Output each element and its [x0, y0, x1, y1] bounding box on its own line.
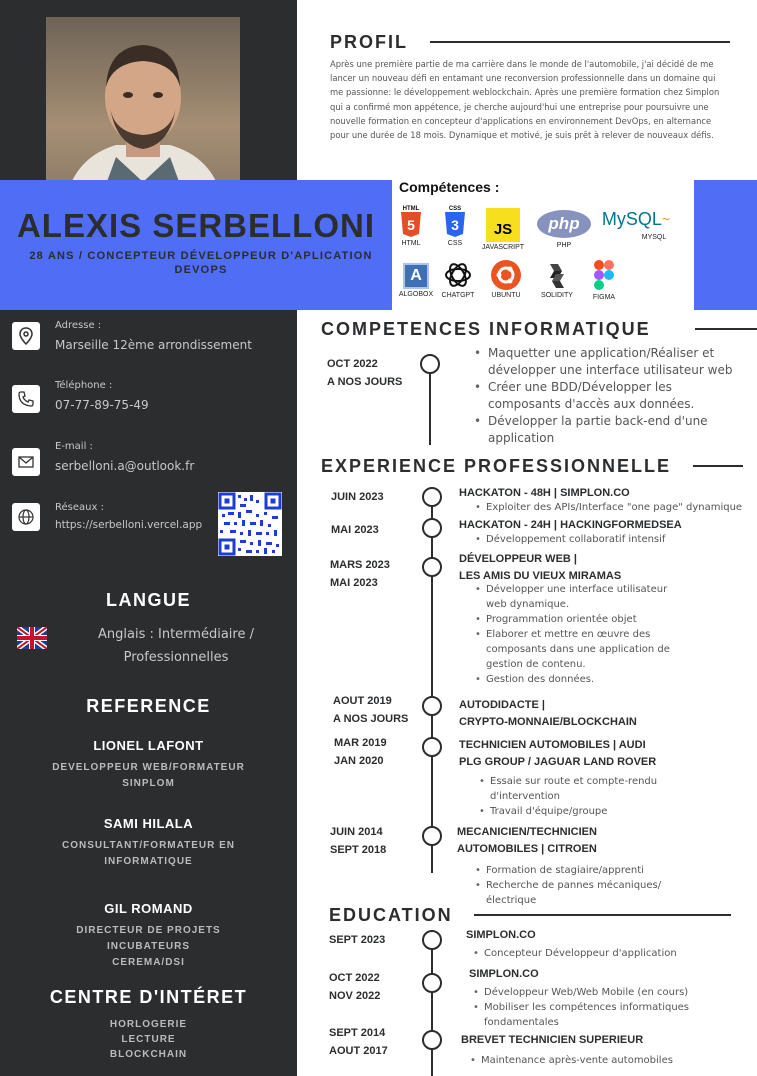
- header-banner: [0, 180, 392, 310]
- reference-role-1-line-1: DEVELOPPEUR WEB/FORMATEUR: [52, 762, 245, 773]
- reference-role-2-line-2: INFORMATIQUE: [104, 856, 193, 867]
- list-item: • Maquetter une application/Réaliser et développer une interface utilisateur web: [472, 345, 742, 379]
- timeline-dot: [422, 696, 442, 716]
- exp-date: [330, 556, 390, 592]
- profile-photo: [46, 17, 240, 198]
- timeline-dot: [422, 518, 442, 538]
- exp-title-line-1: DÉVELOPPEUR WEB |: [459, 553, 577, 565]
- reference-role-3-line-2: INCUBATEURS: [106, 941, 191, 952]
- education-title: EDUCATION: [329, 905, 453, 925]
- exp-title-line-2: CRYPTO-MONNAIE/BLOCKCHAIN: [459, 716, 637, 728]
- skill-css: [440, 204, 470, 247]
- exp-title: HACKATON - 24H | HACKINGFORMEDSEA: [459, 519, 682, 531]
- qr-code[interactable]: [218, 492, 282, 556]
- skill-label-mysql: MYSQL: [641, 234, 667, 241]
- edu-bullets: [468, 1053, 728, 1068]
- skill-html: [396, 204, 426, 247]
- skill-label-javascript: JAVASCRIPT: [481, 244, 525, 251]
- skill-label-algobox: ALGOBOX: [398, 291, 434, 298]
- candidate-name: ALEXIS SERBELLONI: [16, 207, 376, 244]
- header-banner-right: [694, 180, 757, 310]
- mysql-icon: MySQL ~: [601, 208, 671, 229]
- subtitle-line-2: DEVOPS: [174, 264, 228, 276]
- edu-bullets: [471, 946, 741, 961]
- exp-bullets: [477, 774, 692, 819]
- solidity-icon: [544, 262, 570, 290]
- skill-solidity: [536, 262, 578, 299]
- exp-date: MAI 2023: [331, 524, 379, 536]
- list-item: • Programmation orientée objet: [473, 612, 688, 627]
- candidate-subtitle: [10, 249, 392, 277]
- skills-box: [392, 176, 694, 312]
- address-label: Adresse :: [55, 320, 102, 331]
- reference-role-3: [0, 923, 297, 971]
- uk-flag-icon: [17, 627, 47, 649]
- edu-date: [329, 969, 380, 1005]
- timeline-dot: [422, 487, 442, 507]
- exp-date-1: MARS 2023: [330, 559, 390, 571]
- mail-icon: [12, 448, 40, 476]
- html5-icon: [399, 204, 423, 238]
- address-value: Marseille 12ème arrondissement: [55, 338, 252, 352]
- skill-label-figma: FIGMA: [592, 294, 616, 301]
- timeline-line: [431, 938, 433, 1076]
- exp-date-2: A NOS JOURS: [333, 713, 409, 725]
- list-item: • Essaie sur route et compte-rendu d'intervention: [477, 774, 692, 804]
- skill-chatgpt: [438, 260, 478, 299]
- langue-title: LANGUE: [106, 590, 191, 610]
- competences-divider: [695, 328, 757, 330]
- reference-role-2-line-1: CONSULTANT/FORMATEUR EN: [62, 840, 235, 851]
- exp-title-line-1: TECHNICIEN AUTOMOBILES | AUDI: [459, 739, 646, 751]
- reference-title: REFERENCE: [86, 696, 211, 716]
- list-item: • Maintenance après-vente automobiles: [468, 1053, 728, 1068]
- timeline-dot: [422, 930, 442, 950]
- exp-bullets: [473, 582, 688, 687]
- exp-bullets: [473, 532, 753, 547]
- edu-date-2: AOUT 2017: [329, 1045, 388, 1057]
- network-label: Réseaux :: [55, 502, 104, 513]
- exp-title-line-1: AUTODIDACTE |: [459, 699, 545, 711]
- location-icon: [12, 322, 40, 350]
- competences-list: [472, 345, 742, 447]
- skill-php: [536, 210, 592, 249]
- list-item: • Gestion des données.: [473, 672, 688, 687]
- competences-date: [327, 355, 402, 391]
- exp-bullets: [473, 500, 757, 515]
- skill-label-html: HTML: [401, 240, 421, 247]
- exp-title: [459, 737, 656, 771]
- ubuntu-icon: [491, 260, 521, 290]
- exp-date: [333, 692, 408, 728]
- reference-role-1-line-2: SINPLOM: [122, 778, 175, 789]
- list-item: • Développeur Web/Web Mobile (en cours): [471, 985, 716, 1000]
- interet-item: LECTURE: [121, 1034, 176, 1045]
- svg-text:CSS: CSS: [448, 206, 462, 212]
- exp-title-line-2: LES AMIS DU VIEUX MIRAMAS: [459, 570, 622, 582]
- figma-icon: [593, 260, 615, 292]
- profil-divider: [430, 41, 730, 43]
- exp-title-line-1: MECANICIEN/TECHNICIEN: [457, 826, 597, 838]
- list-item: • Créer une BDD/Développer les composants d'accès aux données.: [472, 379, 742, 413]
- competences-date-1: OCT 2022: [327, 358, 378, 370]
- edu-bullets: [471, 985, 716, 1030]
- globe-icon: [12, 503, 40, 531]
- svg-text:3: 3: [451, 217, 459, 233]
- skill-label-css: CSS: [447, 240, 463, 247]
- exp-date-2: SEPT 2018: [330, 844, 387, 856]
- list-item: • Elaborer et mettre en œuvre des composants dans une application de gestion de contenu.: [473, 627, 688, 672]
- algobox-icon: A: [403, 263, 429, 289]
- reference-role-3-line-1: DIRECTEUR DE PROJETS: [76, 925, 221, 936]
- phone-icon: [12, 385, 40, 413]
- skill-label-php: PHP: [556, 242, 572, 249]
- svg-text:HTML: HTML: [402, 206, 420, 212]
- timeline-dot: [422, 826, 442, 846]
- exp-title: [457, 824, 597, 858]
- list-item: • Formation de stagiaire/apprenti: [473, 863, 693, 878]
- skill-label-solidity: SOLIDITY: [541, 292, 573, 299]
- competences-title: COMPETENCES INFORMATIQUE: [321, 319, 651, 339]
- network-value[interactable]: https://serbelloni.vercel.app: [55, 519, 203, 531]
- edu-date-1: SEPT 2014: [329, 1027, 386, 1039]
- exp-date: [334, 734, 387, 770]
- skill-algobox: [395, 263, 437, 298]
- timeline-dot: [422, 557, 442, 577]
- interet-item: BLOCKCHAIN: [109, 1049, 188, 1060]
- edu-title: SIMPLON.CO: [466, 929, 536, 941]
- list-item: • Recherche de pannes mécaniques/ électrique: [473, 878, 693, 908]
- php-icon: php: [537, 210, 591, 238]
- list-item: • Développer une interface utilisateur web dynamique.: [473, 582, 688, 612]
- edu-title: SIMPLON.CO: [469, 968, 539, 980]
- reference-name-1: LIONEL LAFONT: [93, 738, 204, 753]
- exp-date-1: JUIN 2014: [330, 826, 383, 838]
- list-item: • Développement collaboratif intensif: [473, 532, 753, 547]
- skills-title: Compétences :: [399, 179, 500, 195]
- edu-title: BREVET TECHNICIEN SUPERIEUR: [461, 1034, 644, 1046]
- exp-date: [330, 823, 386, 859]
- timeline-line: [429, 365, 431, 445]
- competences-date-2: A NOS JOURS: [327, 376, 403, 388]
- langue-line-2: Professionnelles: [123, 650, 229, 665]
- exp-date-2: MAI 2023: [330, 577, 378, 589]
- interets-title: CENTRE D'INTÉRET: [49, 987, 248, 1007]
- exp-bullets: [473, 863, 693, 908]
- phone-value[interactable]: 07-77-89-75-49: [55, 398, 149, 412]
- skill-label-ubuntu: UBUNTU: [491, 292, 521, 299]
- list-item: • Mobiliser les compétences informatiques fondamentales: [471, 1000, 716, 1030]
- reference-name-2: SAMI HILALA: [103, 816, 194, 831]
- skill-mysql: [598, 206, 674, 241]
- edu-date-2: NOV 2022: [329, 990, 381, 1002]
- list-item: • Concepteur Développeur d'application: [471, 946, 741, 961]
- exp-date: JUIN 2023: [331, 491, 384, 503]
- langue-line-1: Anglais : Intermédiaire /: [98, 627, 254, 642]
- edu-date: SEPT 2023: [329, 934, 386, 946]
- email-label: E-mail :: [55, 441, 93, 452]
- timeline-dot: [420, 354, 440, 374]
- reference-role-2: [0, 838, 297, 870]
- phone-label: Téléphone :: [55, 380, 113, 391]
- profil-text: Après une première partie de ma carrière dans le monde de l'automobile, j'ai décidé de me lancer un nouveau défi en entamant une reconversion professionnelle dans un domaine qui me passionne: le développement weblockchain. Après une première formation chez Simplon qui a confirmé mon appétence, je cherche aujourd'hui une entreprise pour poursuivre une nouvelle formation en concepteur d'applications en environnement DevOps, en alternance pour une durée de 18 mois. Dynamique et motivé, je suis prêt à relever de nouveaux défis.: [330, 59, 720, 141]
- svg-text:5: 5: [407, 217, 415, 233]
- javascript-icon: JS: [486, 208, 520, 242]
- skill-javascript: [478, 208, 528, 251]
- subtitle-line-1: 28 ANS / CONCEPTEUR DÉVELOPPEUR D'APLICATION: [29, 250, 373, 262]
- exp-date-1: AOUT 2019: [333, 695, 392, 707]
- experience-divider: [693, 465, 743, 467]
- timeline-dot: [422, 1030, 442, 1050]
- timeline-dot: [422, 737, 442, 757]
- list-item: • Travail d'équipe/groupe: [477, 804, 692, 819]
- skill-label-chatgpt: CHATGPT: [441, 292, 475, 299]
- exp-date-2: JAN 2020: [334, 755, 384, 767]
- interets-list: [0, 1017, 297, 1062]
- interet-item: HORLOGERIE: [109, 1019, 188, 1030]
- skill-figma: [586, 260, 622, 301]
- education-divider: [474, 914, 731, 916]
- reference-name-3: GIL ROMAND: [104, 901, 193, 916]
- reference-role-1: [0, 760, 297, 792]
- exp-title: [459, 551, 621, 585]
- chatgpt-icon: [443, 260, 473, 290]
- email-value[interactable]: serbelloni.a@outlook.fr: [55, 459, 195, 473]
- experience-title: EXPERIENCE PROFESSIONNELLE: [321, 456, 672, 476]
- list-item: • Développer la partie back-end d'une application: [472, 413, 742, 447]
- edu-date-1: OCT 2022: [329, 972, 380, 984]
- reference-role-3-line-3: CEREMA/DSI: [112, 957, 185, 968]
- exp-title-line-2: AUTOMOBILES | CITROEN: [457, 843, 597, 855]
- exp-date-1: MAR 2019: [334, 737, 387, 749]
- langue-text: [56, 623, 296, 669]
- css3-icon: [443, 204, 467, 238]
- skill-ubuntu: [486, 260, 526, 299]
- list-item: • Exploiter des APIs/Interface "one page" dynamique: [473, 500, 757, 515]
- exp-title: HACKATON - 48H | SIMPLON.CO: [459, 487, 630, 499]
- edu-date: [329, 1024, 388, 1060]
- profil-title: PROFIL: [330, 32, 408, 52]
- timeline-dot: [422, 973, 442, 993]
- exp-title-line-2: PLG GROUP / JAGUAR LAND ROVER: [459, 756, 657, 768]
- exp-title: [459, 697, 637, 731]
- timeline-line: [431, 488, 433, 873]
